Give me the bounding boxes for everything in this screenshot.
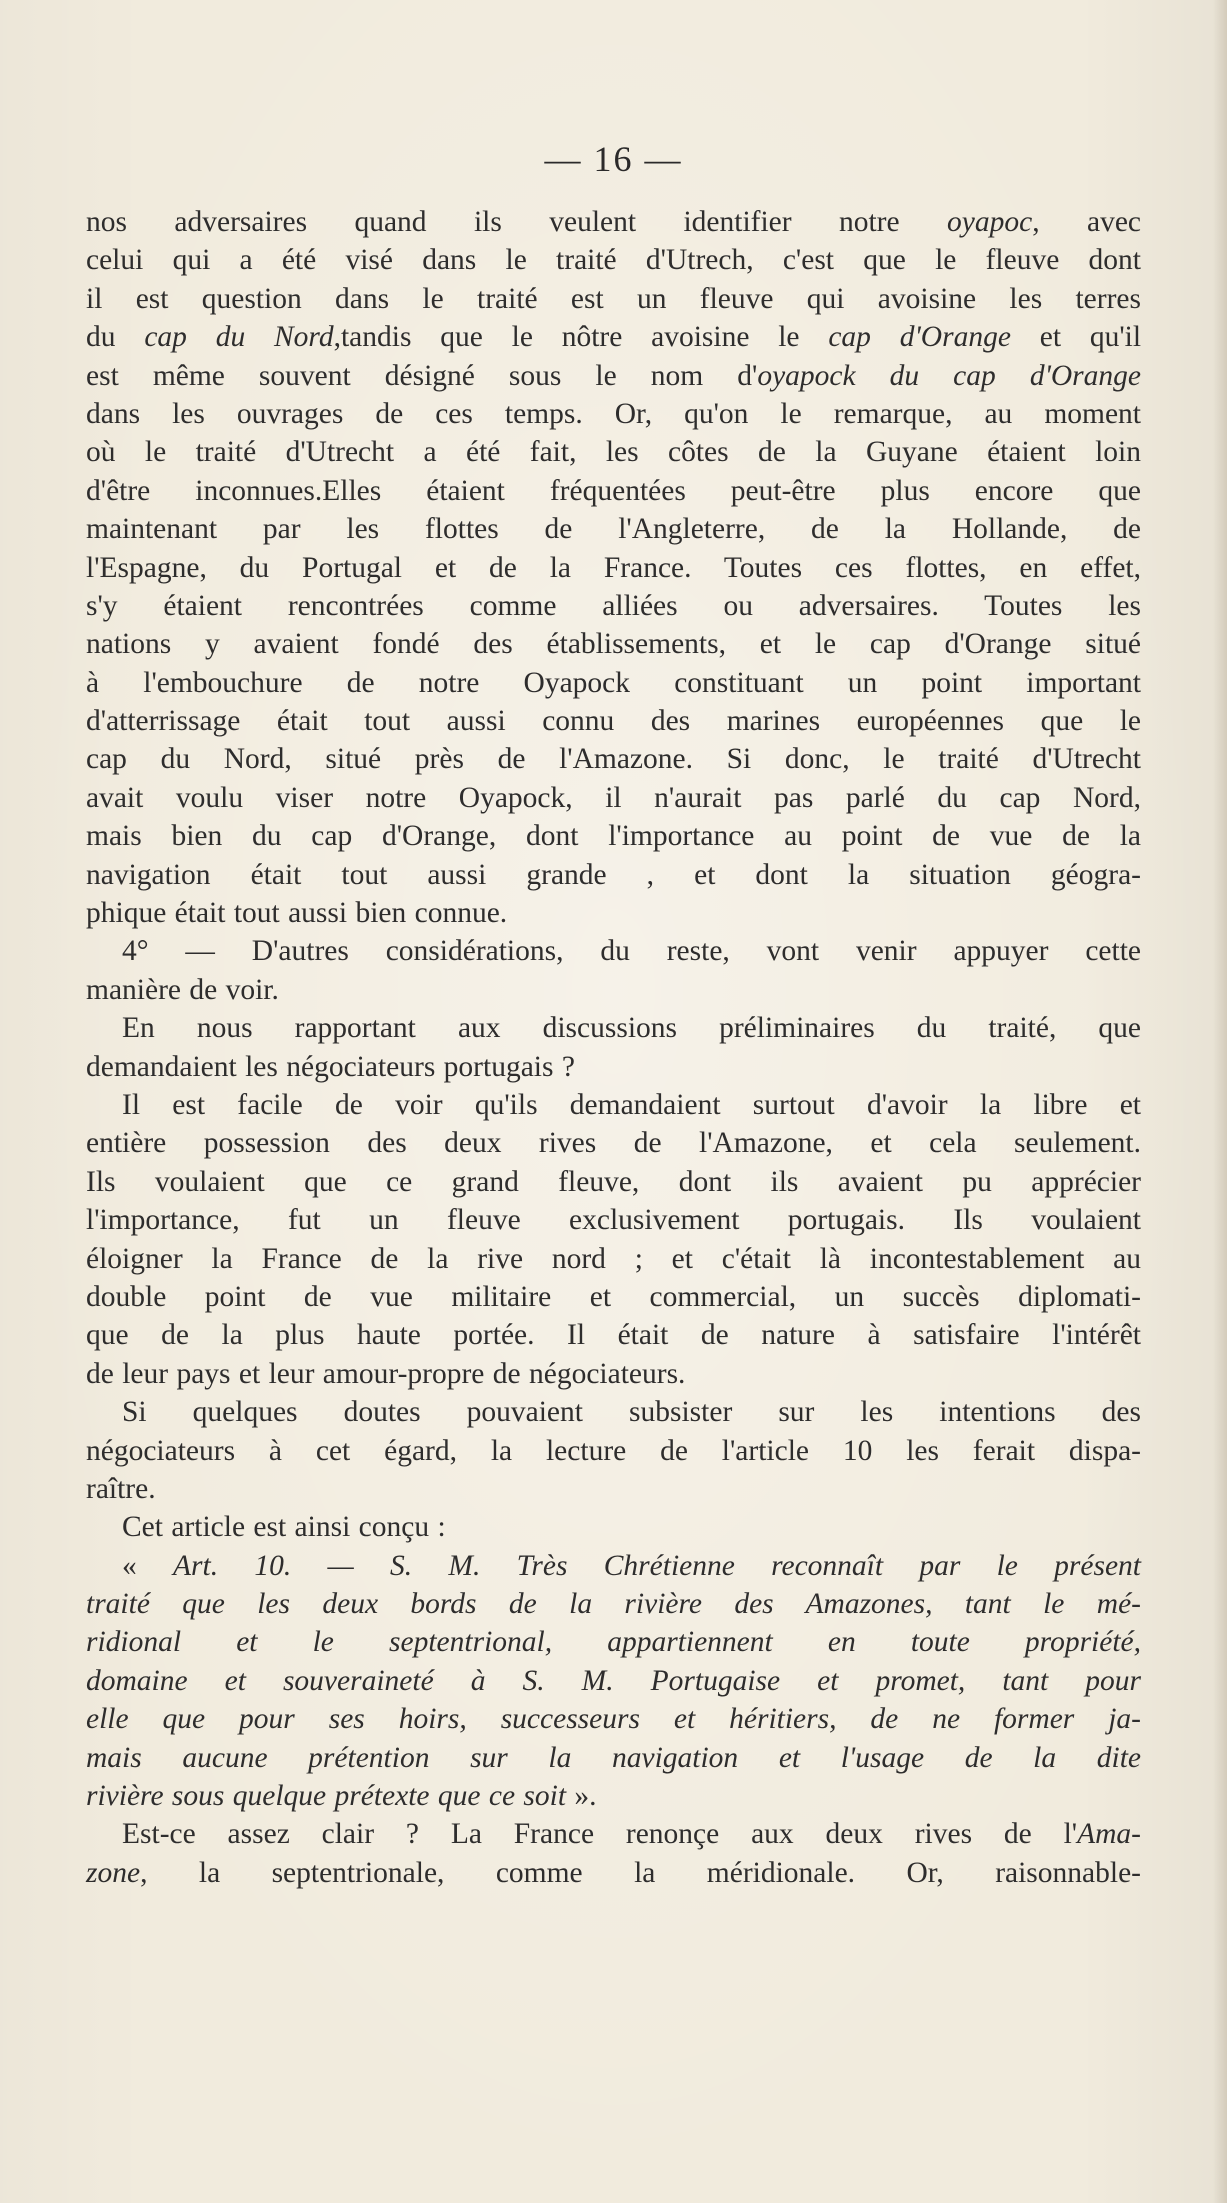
text-line: négociateurs à cet égard, la lecture de l'article 10 les ferait dispa- xyxy=(86,1434,1141,1467)
text-line: nos adversaires quand ils veulent identifier notre oyapoc, avec xyxy=(86,206,1142,238)
text-line: traité que les deux bords de la rivière des Amazones, tant le mé- xyxy=(86,1588,1141,1621)
text-line: entière possession des deux rives de l'Amazone, et cela seulement. xyxy=(86,1127,1141,1160)
text-line: à l'embouchure de notre Oyapock constituant un point important xyxy=(86,666,1141,699)
page-number: — 16 — xyxy=(544,139,683,179)
text-line: celui qui a été visé dans le traité d'Utrech, c'est que le fleuve dont xyxy=(86,244,1141,277)
text-line: maintenant par les flottes de l'Angleterre, de la Hollande, de xyxy=(86,513,1141,546)
text-line: zone, la septentrionale, comme la méridionale. Or, raisonnable- xyxy=(86,1856,1141,1889)
page-edge-shadow xyxy=(1213,0,1227,2203)
text-line: d'atterrissage était tout aussi connu des marines européennes que le xyxy=(86,705,1141,738)
text-line: rivière sous quelque prétexte que ce soit ». xyxy=(86,1780,597,1813)
text-line: Est-ce assez clair ? La France renonçe aux deux rives de l'Ama- xyxy=(122,1818,1141,1851)
text-line: En nous rapportant aux discussions préliminaires du traité, que xyxy=(122,1012,1141,1045)
text-line: où le traité d'Utrecht a été fait, les côtes de la Guyane étaient loin xyxy=(86,436,1141,469)
text-line: double point de vue militaire et commercial, un succès diplomati- xyxy=(86,1280,1141,1313)
text-line: du cap du Nord,tandis que le nôtre avoisine le cap d'Orange et qu'il xyxy=(86,321,1142,354)
text-line: avait voulu viser notre Oyapock, il n'aurait pas parlé du cap Nord, xyxy=(86,781,1141,814)
body-text xyxy=(86,203,1141,1892)
text-line: est même souvent désigné sous le nom d'oyapock du cap d'Orange xyxy=(86,359,1142,392)
text-line: nations y avaient fondé des établissements, et le cap d'Orange situé xyxy=(86,628,1141,661)
text-line: elle que pour ses hoirs, successeurs et héritiers, de ne former ja- xyxy=(86,1703,1141,1736)
text-line: phique était tout aussi bien connue. xyxy=(86,897,508,930)
text-line: l'importance, fut un fleuve exclusivement portugais. Ils voulaient xyxy=(86,1204,1141,1237)
text-line: Il est facile de voir qu'ils demandaient surtout d'avoir la libre et xyxy=(122,1088,1141,1121)
text-line: l'Espagne, du Portugal et de la France. Toutes ces flottes, en effet, xyxy=(86,551,1141,584)
text-line: Ils voulaient que ce grand fleuve, dont ils avaient pu apprécier xyxy=(86,1165,1141,1198)
text-line: s'y étaient rencontrées comme alliées ou adversaires. Toutes les xyxy=(86,589,1141,622)
text-line: que de la plus haute portée. Il était de nature à satisfaire l'intérêt xyxy=(86,1319,1141,1352)
text-line: éloigner la France de la rive nord ; et c'était là incontestablement au xyxy=(86,1242,1141,1275)
text-line: cap du Nord, situé près de l'Amazone. Si donc, le traité d'Utrecht xyxy=(86,743,1141,776)
text-line: navigation était tout aussi grande , et dont la situation géogra- xyxy=(86,858,1141,891)
text-line: Si quelques doutes pouvaient subsister sur les intentions des xyxy=(122,1396,1141,1429)
text-line: raître. xyxy=(86,1472,156,1505)
text-line: ridional et le septentrional, appartiennent en toute propriété, xyxy=(86,1626,1141,1659)
text-line: 4° — D'autres considérations, du reste, vont venir appuyer cette xyxy=(122,935,1141,968)
text-line: mais bien du cap d'Orange, dont l'importance au point de vue de la xyxy=(86,820,1141,853)
text-line: dans les ouvrages de ces temps. Or, qu'on le remarque, au moment xyxy=(86,397,1141,430)
text-line: manière de voir. xyxy=(86,973,279,1006)
text-line: de leur pays et leur amour-propre de négociateurs. xyxy=(86,1357,686,1390)
text-line: demandaient les négociateurs portugais ? xyxy=(86,1050,575,1083)
text-line: d'être inconnues.Elles étaient fréquentées peut-être plus encore que xyxy=(86,474,1141,507)
text-line: domaine et souveraineté à S. M. Portugaise et promet, tant pour xyxy=(86,1664,1141,1697)
text-line: « Art. 10. — S. M. Très Chrétienne reconnaît par le présent xyxy=(122,1549,1141,1582)
text-line: mais aucune prétention sur la navigation et l'usage de la dite xyxy=(86,1741,1141,1774)
text-line: il est question dans le traité est un fleuve qui avoisine les terres xyxy=(86,282,1141,315)
text-line: Cet article est ainsi conçu : xyxy=(122,1511,446,1544)
